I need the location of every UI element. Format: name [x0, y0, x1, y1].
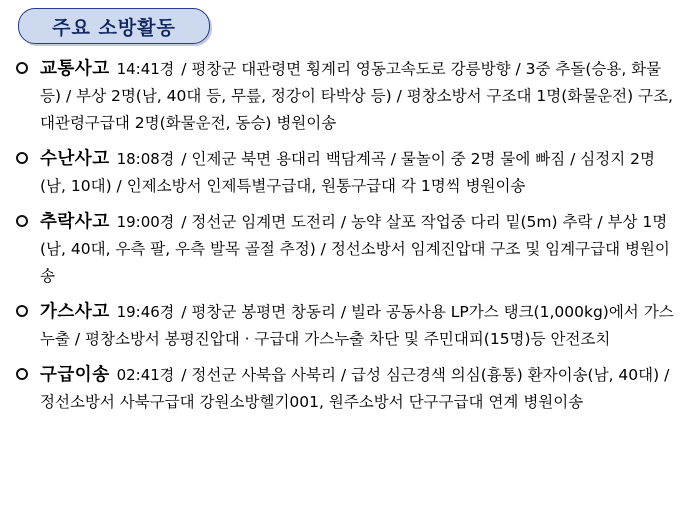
bullet-icon: [16, 305, 28, 317]
item-label: 수난사고: [40, 149, 110, 169]
item-label: 구급이송: [40, 365, 110, 385]
item-content: [40, 362, 679, 416]
item-content: [40, 299, 679, 353]
item-time: 14:41경: [116, 60, 175, 78]
item-time: 19:00경: [116, 213, 175, 231]
item-time: 18:08경: [116, 150, 175, 168]
item-text: / 평창군 대관령면 횡계리 영동고속도로 강릉방향 / 3중 추돌(승용, 화물 등) / 부상 2명(남, 40대 등, 무릎, 정강이 타박상 등) / 평창소방서 구조대 1명(화물운전) 구조, 대관령구급대 2명(화물운전, 동승) 병원이송: [40, 60, 673, 132]
list-item: [10, 299, 679, 353]
list-item: [10, 56, 679, 137]
item-text: / 정선군 사북읍 사북리 / 급성 심근경색 의심(흉통) 환자이송(남, 40대) / 정선소방서 사북구급대 강원소방헬기001, 원주소방서 단구구급대 연계 병원이송: [40, 366, 670, 411]
item-content: [40, 146, 679, 200]
bullet-icon: [16, 62, 28, 74]
list-item: [10, 209, 679, 290]
bullet-icon: [16, 368, 28, 380]
item-content: [40, 56, 679, 137]
item-time: 02:41경: [116, 366, 175, 384]
item-content: [40, 209, 679, 290]
page-title-banner: [18, 8, 210, 44]
item-text: / 평창군 봉평면 창동리 / 빌라 공동사용 LP가스 탱크(1,000kg)에서 가스누출 / 평창소방서 봉평진압대 · 구급대 가스누출 차단 및 주민대피(15명)등 안전조치: [40, 303, 674, 348]
page-title: 주요 소방활동: [52, 16, 176, 39]
list-item: [10, 362, 679, 416]
item-text: / 정선군 임계면 도전리 / 농약 살포 작업중 다리 밑(5m) 추락 / 부상 1명(남, 40대, 우측 팔, 우측 발목 골절 추정) / 정선소방서 임계진압대 구조 및 임계구급대 병원이송: [40, 213, 670, 285]
activity-list: [10, 56, 679, 425]
item-label: 가스사고: [40, 302, 110, 322]
bullet-icon: [16, 152, 28, 164]
bullet-icon: [16, 215, 28, 227]
item-text: / 인제군 북면 용대리 백담계곡 / 물놀이 중 2명 물에 빠짐 / 심정지 2명(남, 10대) / 인제소방서 인제특별구급대, 원통구급대 각 1명씩 병원이송: [40, 150, 655, 195]
item-label: 추락사고: [40, 212, 110, 232]
list-item: [10, 146, 679, 200]
item-label: 교통사고: [40, 59, 110, 79]
item-time: 19:46경: [116, 303, 175, 321]
